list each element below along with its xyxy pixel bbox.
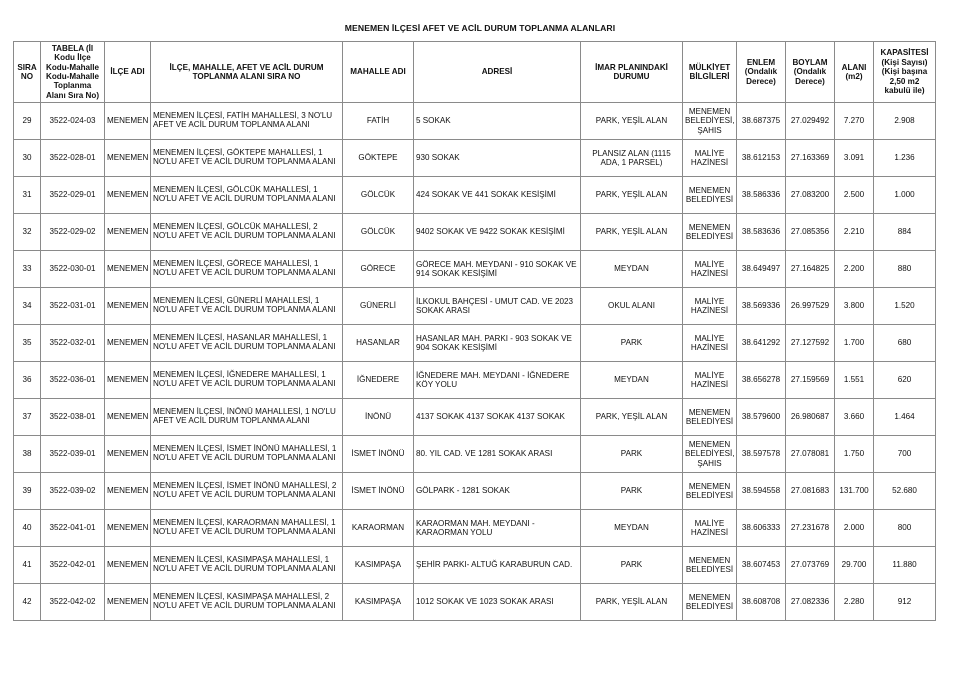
cell-alan: MENEMEN İLÇESİ, KASIMPAŞA MAHALLESİ, 1 NO'LU AFET VE ACİL DURUM TOPLANMA ALANI [151, 547, 343, 584]
cell-imar: PLANSIZ ALAN (1115 ADA, 1 PARSEL) [581, 140, 683, 177]
cell-tabela: 3522-031-01 [41, 288, 105, 325]
cell-mahalle: FATİH [343, 103, 414, 140]
cell-alani: 3.091 [835, 140, 874, 177]
cell-mahalle: İĞNEDERE [343, 362, 414, 399]
cell-mahalle: GÖLCÜK [343, 177, 414, 214]
cell-boylam: 27.163369 [786, 140, 835, 177]
cell-ilce: MENEMEN [105, 214, 151, 251]
cell-mulkiyet: MALİYE HAZİNESİ [683, 362, 737, 399]
cell-kapasite: 1.520 [874, 288, 936, 325]
cell-tabela: 3522-028-01 [41, 140, 105, 177]
cell-ilce: MENEMEN [105, 510, 151, 547]
cell-ilce: MENEMEN [105, 140, 151, 177]
table-row [14, 399, 936, 436]
cell-imar: PARK [581, 473, 683, 510]
cell-alani: 29.700 [835, 547, 874, 584]
cell-imar: PARK [581, 325, 683, 362]
cell-enlem: 38.594558 [737, 473, 786, 510]
cell-mahalle: KASIMPAŞA [343, 547, 414, 584]
cell-alani: 1.750 [835, 436, 874, 473]
cell-imar: PARK, YEŞİL ALAN [581, 399, 683, 436]
cell-imar: PARK, YEŞİL ALAN [581, 584, 683, 621]
cell-mulkiyet: MALİYE HAZİNESİ [683, 325, 737, 362]
cell-mulkiyet: MENEMEN BELEDİYESİ, ŞAHIS [683, 103, 737, 140]
cell-ilce: MENEMEN [105, 362, 151, 399]
cell-sira: 30 [14, 140, 41, 177]
cell-enlem: 38.569336 [737, 288, 786, 325]
cell-kapasite: 880 [874, 251, 936, 288]
cell-adres: GÖLPARK - 1281 SOKAK [414, 473, 581, 510]
cell-imar: PARK, YEŞİL ALAN [581, 177, 683, 214]
cell-boylam: 27.231678 [786, 510, 835, 547]
cell-enlem: 38.608708 [737, 584, 786, 621]
header-enlem: ENLEM (Ondalık Derece) [737, 42, 786, 103]
assembly-areas-table [13, 41, 936, 621]
cell-enlem: 38.641292 [737, 325, 786, 362]
cell-alani: 2.500 [835, 177, 874, 214]
cell-adres: 1012 SOKAK VE 1023 SOKAK ARASI [414, 584, 581, 621]
cell-ilce: MENEMEN [105, 325, 151, 362]
cell-imar: OKUL ALANI [581, 288, 683, 325]
cell-boylam: 27.029492 [786, 103, 835, 140]
cell-boylam: 27.078081 [786, 436, 835, 473]
cell-ilce: MENEMEN [105, 547, 151, 584]
cell-enlem: 38.586336 [737, 177, 786, 214]
cell-mulkiyet: MALİYE HAZİNESİ [683, 510, 737, 547]
cell-mahalle: KASIMPAŞA [343, 584, 414, 621]
cell-enlem: 38.606333 [737, 510, 786, 547]
cell-mahalle: KARAORMAN [343, 510, 414, 547]
cell-enlem: 38.687375 [737, 103, 786, 140]
table-row [14, 362, 936, 399]
cell-adres: ŞEHİR PARKI- ALTUĞ KARABURUN CAD. [414, 547, 581, 584]
cell-alani: 2.200 [835, 251, 874, 288]
table-row [14, 436, 936, 473]
cell-kapasite: 1.000 [874, 177, 936, 214]
cell-ilce: MENEMEN [105, 473, 151, 510]
cell-alan: MENEMEN İLÇESİ, GÖLCÜK MAHALLESİ, 2 NO'LU AFET VE ACİL DURUM TOPLANMA ALANI [151, 214, 343, 251]
cell-kapasite: 1.236 [874, 140, 936, 177]
cell-mulkiyet: MENEMEN BELEDİYESİ [683, 399, 737, 436]
cell-adres: 80. YIL CAD. VE 1281 SOKAK ARASI [414, 436, 581, 473]
cell-alan: MENEMEN İLÇESİ, FATİH MAHALLESİ, 3 NO'LU AFET VE ACİL DURUM TOPLANMA ALANI [151, 103, 343, 140]
cell-kapasite: 620 [874, 362, 936, 399]
cell-ilce: MENEMEN [105, 251, 151, 288]
cell-sira: 35 [14, 325, 41, 362]
table-row [14, 214, 936, 251]
cell-tabela: 3522-039-02 [41, 473, 105, 510]
cell-tabela: 3522-030-01 [41, 251, 105, 288]
cell-kapasite: 2.908 [874, 103, 936, 140]
cell-alani: 1.700 [835, 325, 874, 362]
header-kapasite: KAPASİTESİ (Kişi Sayısı) (Kişi başına 2,50 m2 kabulü ile) [874, 42, 936, 103]
cell-mahalle: İSMET İNÖNÜ [343, 473, 414, 510]
cell-imar: PARK, YEŞİL ALAN [581, 103, 683, 140]
cell-imar: PARK, YEŞİL ALAN [581, 214, 683, 251]
cell-enlem: 38.583636 [737, 214, 786, 251]
table-header [14, 42, 936, 103]
cell-mulkiyet: MENEMEN BELEDİYESİ [683, 473, 737, 510]
cell-boylam: 27.081683 [786, 473, 835, 510]
cell-boylam: 27.073769 [786, 547, 835, 584]
cell-mulkiyet: MENEMEN BELEDİYESİ [683, 547, 737, 584]
cell-boylam: 27.159569 [786, 362, 835, 399]
cell-alani: 2.210 [835, 214, 874, 251]
cell-mulkiyet: MALİYE HAZİNESİ [683, 288, 737, 325]
cell-kapasite: 52.680 [874, 473, 936, 510]
cell-alan: MENEMEN İLÇESİ, GÖRECE MAHALLESİ, 1 NO'LU AFET VE ACİL DURUM TOPLANMA ALANI [151, 251, 343, 288]
cell-mulkiyet: MALİYE HAZİNESİ [683, 251, 737, 288]
table-row [14, 140, 936, 177]
cell-mulkiyet: MALİYE HAZİNESİ [683, 140, 737, 177]
cell-ilce: MENEMEN [105, 584, 151, 621]
cell-adres: 424 SOKAK VE 441 SOKAK KESİŞİMİ [414, 177, 581, 214]
cell-enlem: 38.649497 [737, 251, 786, 288]
table-row [14, 288, 936, 325]
header-alan-adi: İLÇE, MAHALLE, AFET VE ACİL DURUM TOPLANMA ALANI SIRA NO [151, 42, 343, 103]
cell-adres: KARAORMAN MAH. MEYDANI - KARAORMAN YOLU [414, 510, 581, 547]
cell-sira: 39 [14, 473, 41, 510]
cell-mulkiyet: MENEMEN BELEDİYESİ [683, 177, 737, 214]
cell-imar: MEYDAN [581, 251, 683, 288]
cell-adres: 9402 SOKAK VE 9422 SOKAK KESİŞİMİ [414, 214, 581, 251]
cell-tabela: 3522-039-01 [41, 436, 105, 473]
cell-boylam: 27.083200 [786, 177, 835, 214]
cell-adres: GÖRECE MAH. MEYDANI - 910 SOKAK VE 914 SOKAK KESİŞİMİ [414, 251, 581, 288]
cell-mulkiyet: MENEMEN BELEDİYESİ, ŞAHIS [683, 436, 737, 473]
cell-sira: 37 [14, 399, 41, 436]
cell-alan: MENEMEN İLÇESİ, KASIMPAŞA MAHALLESİ, 2 NO'LU AFET VE ACİL DURUM TOPLANMA ALANI [151, 584, 343, 621]
cell-adres: 5 SOKAK [414, 103, 581, 140]
header-sira-no: SIRA NO [14, 42, 41, 103]
cell-tabela: 3522-041-01 [41, 510, 105, 547]
cell-imar: PARK [581, 436, 683, 473]
cell-alani: 2.280 [835, 584, 874, 621]
cell-adres: HASANLAR MAH. PARKI - 903 SOKAK VE 904 SOKAK KESİŞİMİ [414, 325, 581, 362]
cell-tabela: 3522-024-03 [41, 103, 105, 140]
cell-alani: 131.700 [835, 473, 874, 510]
cell-adres: İĞNEDERE MAH. MEYDANI - İĞNEDERE KÖY YOLU [414, 362, 581, 399]
cell-tabela: 3522-042-02 [41, 584, 105, 621]
cell-ilce: MENEMEN [105, 177, 151, 214]
cell-mahalle: HASANLAR [343, 325, 414, 362]
cell-boylam: 26.997529 [786, 288, 835, 325]
cell-ilce: MENEMEN [105, 436, 151, 473]
cell-alani: 3.660 [835, 399, 874, 436]
cell-alani: 1.551 [835, 362, 874, 399]
cell-boylam: 27.127592 [786, 325, 835, 362]
cell-enlem: 38.607453 [737, 547, 786, 584]
cell-mahalle: GÜNERLİ [343, 288, 414, 325]
cell-boylam: 27.085356 [786, 214, 835, 251]
cell-sira: 29 [14, 103, 41, 140]
cell-sira: 34 [14, 288, 41, 325]
cell-boylam: 27.164825 [786, 251, 835, 288]
cell-imar: MEYDAN [581, 362, 683, 399]
table-row [14, 177, 936, 214]
cell-tabela: 3522-038-01 [41, 399, 105, 436]
cell-kapasite: 700 [874, 436, 936, 473]
cell-enlem: 38.597578 [737, 436, 786, 473]
cell-imar: PARK [581, 547, 683, 584]
cell-kapasite: 680 [874, 325, 936, 362]
header-ilce-adi: İLÇE ADI [105, 42, 151, 103]
cell-imar: MEYDAN [581, 510, 683, 547]
cell-alan: MENEMEN İLÇESİ, İĞNEDERE MAHALLESİ, 1 NO'LU AFET VE ACİL DURUM TOPLANMA ALANI [151, 362, 343, 399]
cell-kapasite: 800 [874, 510, 936, 547]
cell-kapasite: 1.464 [874, 399, 936, 436]
cell-mahalle: GÖLCÜK [343, 214, 414, 251]
cell-ilce: MENEMEN [105, 288, 151, 325]
cell-alan: MENEMEN İLÇESİ, HASANLAR MAHALLESİ, 1 NO'LU AFET VE ACİL DURUM TOPLANMA ALANI [151, 325, 343, 362]
cell-enlem: 38.656278 [737, 362, 786, 399]
table-row [14, 584, 936, 621]
table-row [14, 510, 936, 547]
header-imar-durumu: İMAR PLANINDAKİ DURUMU [581, 42, 683, 103]
cell-kapasite: 884 [874, 214, 936, 251]
cell-boylam: 27.082336 [786, 584, 835, 621]
cell-mahalle: GÖRECE [343, 251, 414, 288]
cell-tabela: 3522-029-01 [41, 177, 105, 214]
cell-adres: İLKOKUL BAHÇESİ - UMUT CAD. VE 2023 SOKAK ARASI [414, 288, 581, 325]
table-row [14, 325, 936, 362]
cell-alan: MENEMEN İLÇESİ, İNÖNÜ MAHALLESİ, 1 NO'LU AFET VE ACİL DURUM TOPLANMA ALANI [151, 399, 343, 436]
cell-ilce: MENEMEN [105, 103, 151, 140]
header-boylam: BOYLAM (Ondalık Derece) [786, 42, 835, 103]
cell-tabela: 3522-042-01 [41, 547, 105, 584]
cell-tabela: 3522-032-01 [41, 325, 105, 362]
cell-adres: 930 SOKAK [414, 140, 581, 177]
cell-sira: 31 [14, 177, 41, 214]
cell-alan: MENEMEN İLÇESİ, İSMET İNÖNÜ MAHALLESİ, 2 NO'LU AFET VE ACİL DURUM TOPLANMA ALANI [151, 473, 343, 510]
cell-sira: 40 [14, 510, 41, 547]
cell-mulkiyet: MENEMEN BELEDİYESİ [683, 214, 737, 251]
document-title: MENEMEN İLÇESİ AFET VE ACİL DURUM TOPLANMA ALANLARI [344, 23, 616, 33]
cell-sira: 41 [14, 547, 41, 584]
cell-sira: 38 [14, 436, 41, 473]
header-mahalle-adi: MAHALLE ADI [343, 42, 414, 103]
header-tabela: TABELA (İl Kodu İlçe Kodu-Mahalle Kodu-Mahalle Toplanma Alanı Sıra No) [41, 42, 105, 103]
cell-ilce: MENEMEN [105, 399, 151, 436]
cell-sira: 36 [14, 362, 41, 399]
cell-alani: 7.270 [835, 103, 874, 140]
cell-alani: 3.800 [835, 288, 874, 325]
cell-kapasite: 912 [874, 584, 936, 621]
header-alani: ALANI (m2) [835, 42, 874, 103]
table-row [14, 251, 936, 288]
cell-alan: MENEMEN İLÇESİ, İSMET İNÖNÜ MAHALLESİ, 1 NO'LU AFET VE ACİL DURUM TOPLANMA ALANI [151, 436, 343, 473]
table-body [14, 103, 936, 621]
header-mulkiyet: MÜLKİYET BİLGİLERİ [683, 42, 737, 103]
table-row [14, 103, 936, 140]
cell-kapasite: 11.880 [874, 547, 936, 584]
cell-alan: MENEMEN İLÇESİ, GÖLCÜK MAHALLESİ, 1 NO'LU AFET VE ACİL DURUM TOPLANMA ALANI [151, 177, 343, 214]
cell-enlem: 38.579600 [737, 399, 786, 436]
cell-enlem: 38.612153 [737, 140, 786, 177]
cell-boylam: 26.980687 [786, 399, 835, 436]
cell-alani: 2.000 [835, 510, 874, 547]
cell-tabela: 3522-036-01 [41, 362, 105, 399]
table-row [14, 547, 936, 584]
cell-alan: MENEMEN İLÇESİ, GÜNERLİ MAHALLESİ, 1 NO'LU AFET VE ACİL DURUM TOPLANMA ALANI [151, 288, 343, 325]
header-adresi: ADRESİ [414, 42, 581, 103]
cell-mulkiyet: MENEMEN BELEDİYESİ [683, 584, 737, 621]
cell-tabela: 3522-029-02 [41, 214, 105, 251]
cell-mahalle: İNÖNÜ [343, 399, 414, 436]
cell-alan: MENEMEN İLÇESİ, KARAORMAN MAHALLESİ, 1 NO'LU AFET VE ACİL DURUM TOPLANMA ALANI [151, 510, 343, 547]
cell-mahalle: GÖKTEPE [343, 140, 414, 177]
cell-sira: 33 [14, 251, 41, 288]
cell-sira: 32 [14, 214, 41, 251]
cell-sira: 42 [14, 584, 41, 621]
cell-adres: 4137 SOKAK 4137 SOKAK 4137 SOKAK [414, 399, 581, 436]
cell-alan: MENEMEN İLÇESİ, GÖKTEPE MAHALLESİ, 1 NO'LU AFET VE ACİL DURUM TOPLANMA ALANI [151, 140, 343, 177]
cell-mahalle: İSMET İNÖNÜ [343, 436, 414, 473]
table-row [14, 473, 936, 510]
